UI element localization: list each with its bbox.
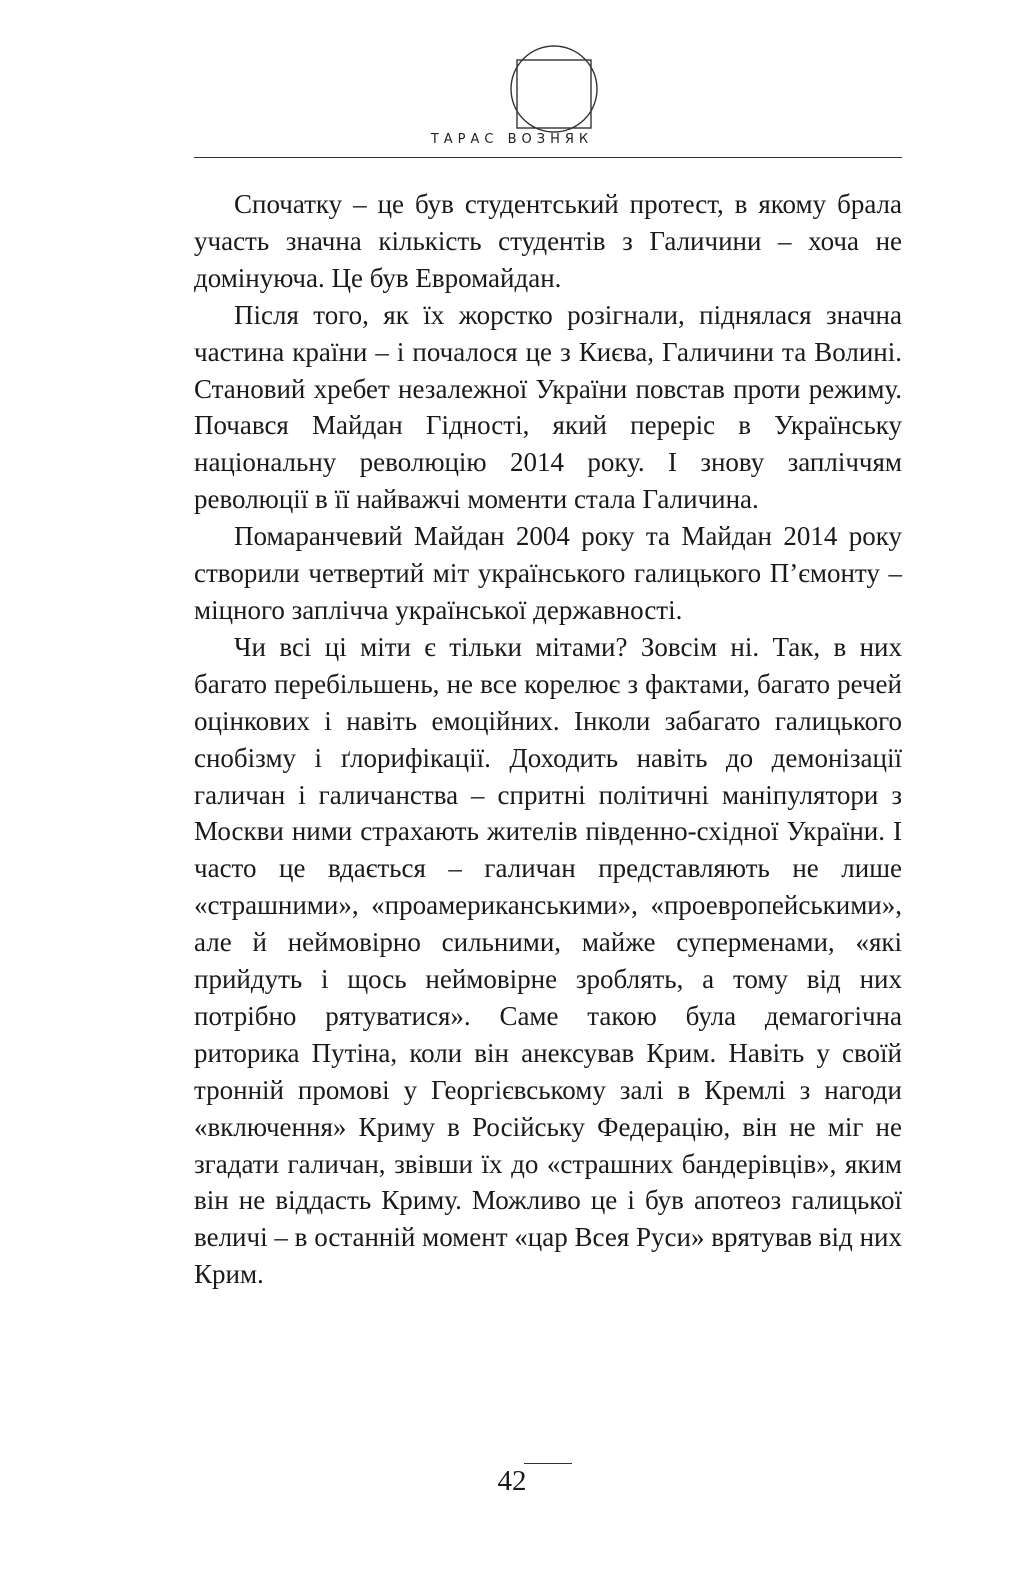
running-title: ТАРАС ВОЗНЯК	[430, 132, 594, 147]
paragraph: Після того, як їх жорстко розігнали, піднялася значна частина країни – і почалося це з Києва, Галичини та Волині. Становий хребет незалежної України повстав проти режиму. Почався Майдан Гідності, який переріс в Українську національну революцію 2014 року. І знову запліччям революції в її найважчі моменти стала Галичина.	[194, 299, 902, 515]
circle-square-emblem-icon	[509, 44, 599, 134]
page-number: 42	[497, 1465, 527, 1497]
paragraph: Помаранчевий Майдан 2004 року та Майдан 2014 року створили четвертий міт українського галицького П’ємонту – міцного заплічча української державності.	[194, 521, 902, 625]
paragraph: Спочатку – це був студентський протест, в якому брала участь значна кількість студентів з Галичини – хоча не домінуюча. Це був Евромайдан.	[194, 189, 902, 293]
paragraph: Чи всі ці міти є тільки мітами? Зовсім ні. Так, в них багато перебільшень, не все корелює з фактами, багато речей оцінкових і навіть емоційних. Інколи забагато галицького снобізму і ґлорифікації. Доходить навіть до демонізації галичан і галичанства – спритні політичні маніпулятори з Москви ними страхають жителів південно-східної України. І часто це вдається – галичан представляють не лише «страшними», «проамериканськими», «проевропейськими», але й неймовірно сильними, майже суперменами, «які прийдуть і щось неймовірне зроблять, а тому від них потрібно рятуватися». Саме такою була демагогічна риторика Путіна, коли він анексував Крим. Навіть у своїй тронній промові у Георгієвському залі в Кремлі з нагоди «включення» Криму в Російську Федерацію, він не міг не згадати галичан, звівши їх до «страшних бандерівців», яким він не віддасть Криму. Можливо це і був апотеоз галицької величі – в останній момент «цар Всея Руси» врятував від них Крим.	[194, 631, 902, 1290]
page-body	[194, 186, 902, 1293]
header-rule	[194, 157, 902, 158]
